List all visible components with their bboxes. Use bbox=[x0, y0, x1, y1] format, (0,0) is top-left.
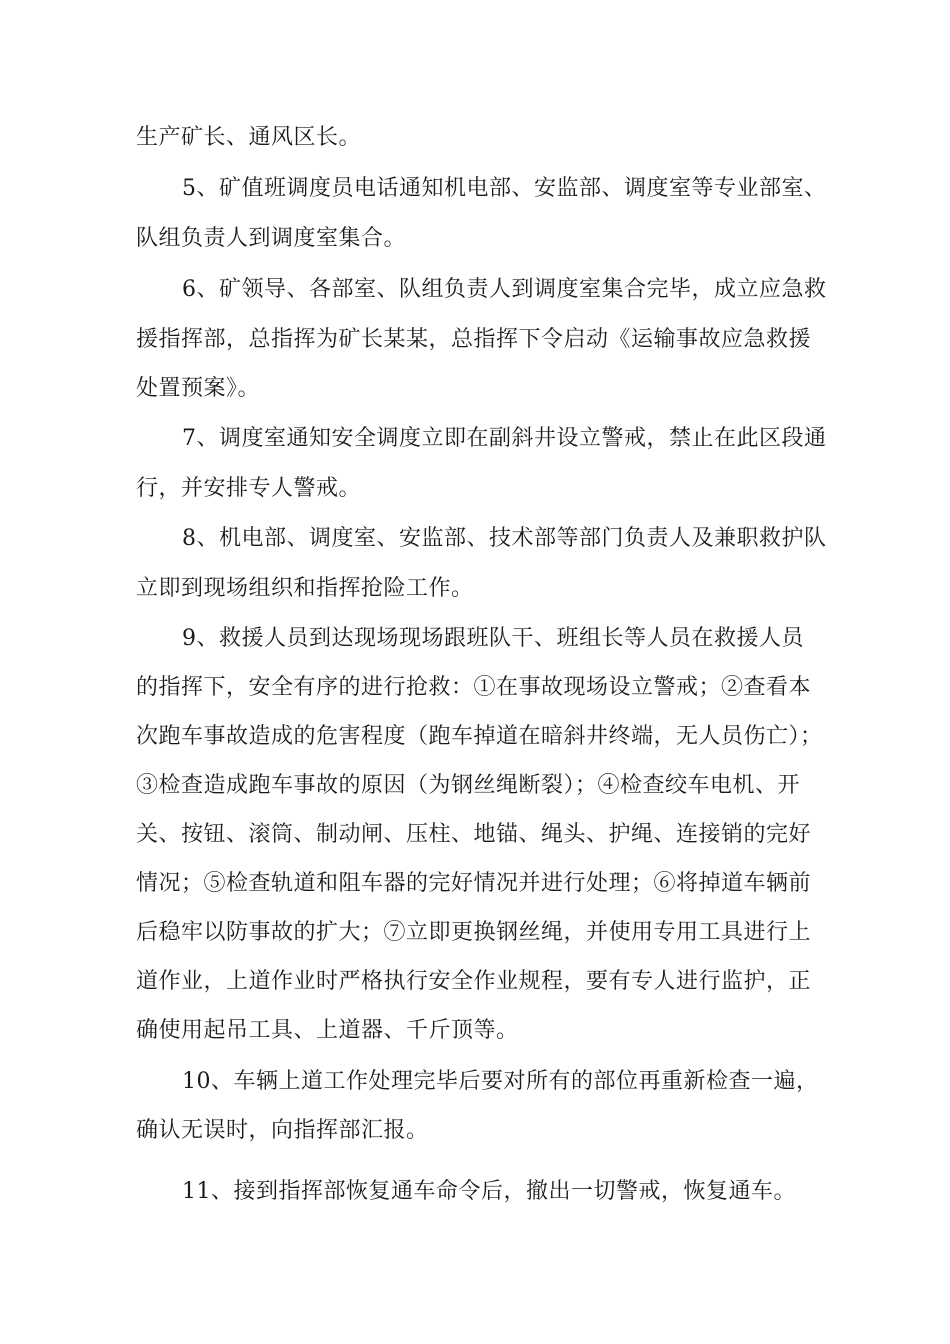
paragraph-line: 10、车辆上道工作处理完毕后要对所有的部位再重新检查一遍， bbox=[182, 1069, 819, 1094]
paragraph-line: 确认无误时，向指挥部汇报。 bbox=[136, 1118, 429, 1143]
paragraph-line: 立即到现场组织和指挥抢险工作。 bbox=[136, 576, 474, 601]
paragraph-line: 关、按钮、滚筒、制动闸、压柱、地锚、绳头、护绳、连接销的完好 bbox=[136, 822, 812, 847]
paragraph-line: 6、矿领导、各部室、队组负责人到调度室集合完毕，成立应急救 bbox=[182, 277, 827, 302]
paragraph-line: 队组负责人到调度室集合。 bbox=[136, 226, 407, 251]
paragraph-line: 处置预案》。 bbox=[136, 376, 261, 401]
paragraph-line: 次跑车事故造成的危害程度（跑车掉道在暗斜井终端，无人员伤亡）； bbox=[136, 724, 823, 749]
paragraph-line: 道作业，上道作业时严格执行安全作业规程，要有专人进行监护，正 bbox=[136, 969, 812, 994]
paragraph-line: 8、机电部、调度室、安监部、技术部等部门负责人及兼职救护队 bbox=[182, 526, 827, 551]
paragraph-line: ③检查造成跑车事故的原因（为钢丝绳断裂）；④检查绞车电机、开 bbox=[136, 773, 801, 798]
paragraph-line: 的指挥下，安全有序的进行抢救：①在事故现场设立警戒；②查看本 bbox=[136, 675, 812, 700]
paragraph-line: 11、接到指挥部恢复通车命令后，撤出一切警戒，恢复通车。 bbox=[182, 1179, 796, 1204]
paragraph-line: 确使用起吊工具、上道器、千斤顶等。 bbox=[136, 1018, 519, 1043]
paragraph-line: 7、调度室通知安全调度立即在副斜井设立警戒，禁止在此区段通 bbox=[182, 426, 827, 451]
paragraph-line: 后稳牢以防事故的扩大；⑦立即更换钢丝绳，并使用专用工具进行上 bbox=[136, 920, 812, 945]
paragraph-line: 援指挥部，总指挥为矿长某某，总指挥下令启动《运输事故应急救援 bbox=[136, 327, 812, 352]
paragraph-line: 行，并安排专人警戒。 bbox=[136, 476, 362, 501]
paragraph-line: 9、救援人员到达现场现场跟班队干、班组长等人员在救援人员 bbox=[182, 626, 804, 651]
paragraph-line: 生产矿长、通风区长。 bbox=[136, 125, 362, 150]
paragraph-line: 5、矿值班调度员电话通知机电部、安监部、调度室等专业部室、 bbox=[182, 176, 827, 201]
paragraph-line: 情况；⑤检查轨道和阻车器的完好情况并进行处理；⑥将掉道车辆前 bbox=[136, 871, 812, 896]
